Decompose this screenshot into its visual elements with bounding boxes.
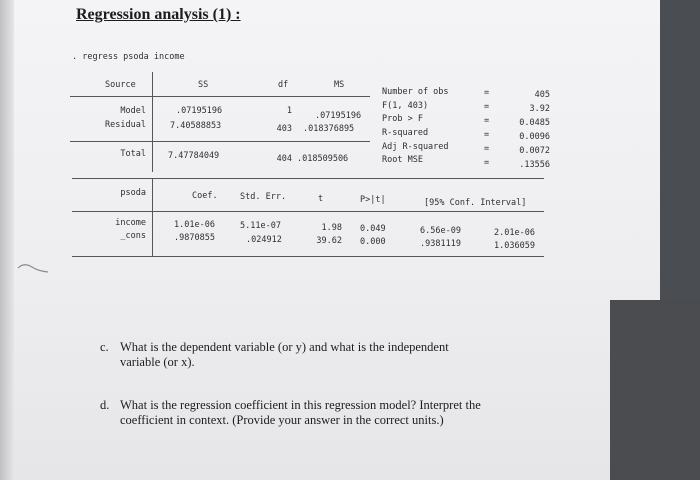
coef-bottom-rule	[72, 256, 544, 257]
stat-value-probf: 0.0485	[519, 118, 550, 128]
stata-command: . regress psoda income	[72, 52, 185, 62]
stat-value-rootmse: .13556	[519, 160, 550, 170]
coef-row-income-se: 5.11e-07	[240, 221, 281, 231]
stat-sep-adjrsq: =	[484, 144, 490, 154]
stat-value-f: 3.92	[529, 104, 550, 114]
coef-header-rule	[72, 211, 544, 212]
anova-divider	[152, 72, 153, 172]
coef-header-coef: Coef.	[192, 191, 218, 201]
coef-row-cons-ci-high: 1.036059	[494, 241, 535, 251]
stat-label-rsq: R-squared	[382, 128, 429, 138]
question-c	[100, 340, 449, 370]
coef-row-cons-var: _cons	[120, 231, 146, 241]
stat-value-rsq: 0.0096	[519, 132, 550, 142]
coef-row-income-ci-high: 2.01e-06	[494, 228, 535, 238]
page-edge-shadow	[0, 0, 14, 480]
anova-header-source: Source	[105, 80, 136, 90]
coef-row-income-var: income	[115, 218, 146, 228]
coef-row-income-ci-low: 6.56e-09	[420, 226, 461, 236]
coef-row-cons-t: 39.62	[316, 236, 342, 246]
anova-row-total-df: 404	[276, 154, 292, 164]
anova-row-model-ss: .07195196	[176, 106, 223, 116]
coef-header-p: P>|t|	[360, 195, 386, 205]
coef-header-ci: [95% Conf. Interval]	[424, 198, 527, 208]
anova-top-rule	[70, 96, 370, 97]
anova-row-model-source: Model	[120, 106, 146, 116]
anova-header-df: df	[278, 80, 289, 90]
stat-sep-probf: =	[484, 116, 490, 126]
stat-label-f: F(1, 403)	[382, 101, 429, 111]
stat-sep-f: =	[484, 102, 490, 112]
question-c-label: c.	[100, 340, 109, 354]
anova-row-residual-ss: 7.40588853	[170, 121, 222, 131]
stat-label-probf: Prob > F	[382, 114, 423, 124]
stat-value-adjrsq: 0.0072	[519, 146, 550, 156]
anova-row-model-ms: .07195196	[315, 111, 362, 121]
anova-row-residual-ms: .018376895	[303, 124, 355, 134]
stat-sep-rootmse: =	[484, 158, 490, 168]
anova-header-ms: MS	[334, 80, 345, 90]
coef-header-var: psoda	[120, 188, 146, 198]
question-d	[100, 398, 481, 428]
coef-row-income-coef: 1.01e-06	[174, 220, 215, 230]
question-d-label: d.	[100, 398, 110, 412]
pen-mark-icon	[14, 258, 54, 278]
page-title: Regression analysis (1) :	[76, 6, 241, 23]
background-surface	[610, 300, 700, 480]
coef-top-rule	[72, 178, 544, 179]
anova-total-rule	[70, 141, 370, 142]
anova-row-model-df: 1	[286, 106, 292, 116]
stat-sep-nobs: =	[484, 88, 490, 98]
coef-row-income-t: 1.98	[321, 223, 342, 233]
coef-row-cons-coef: .9870855	[174, 233, 215, 243]
anova-row-residual-source: Residual	[105, 120, 146, 130]
anova-row-residual-df: 403	[276, 124, 292, 134]
stat-label-rootmse: Root MSE	[382, 155, 423, 165]
question-c-line2: variable (or x).	[120, 355, 195, 369]
coef-header-se: Std. Err.	[240, 192, 287, 202]
question-c-line1: What is the dependent variable (or y) and what is the independent	[120, 340, 449, 354]
anova-row-total-ms: .018509506	[297, 154, 349, 164]
anova-header-ss: SS	[198, 80, 209, 90]
coef-row-cons-se: .024912	[246, 235, 282, 245]
coef-row-cons-ci-low: .9381119	[420, 239, 461, 249]
stat-label-nobs: Number of obs	[382, 87, 449, 97]
question-d-line2: coefficient in context. (Provide your answer in the correct units.)	[120, 413, 444, 427]
stat-value-nobs: 405	[534, 90, 550, 100]
stat-label-adjrsq: Adj R-squared	[382, 142, 449, 152]
coef-row-cons-p: 0.000	[360, 237, 386, 247]
coef-divider	[152, 178, 153, 256]
anova-row-total-source: Total	[120, 149, 146, 159]
anova-row-total-ss: 7.47784049	[168, 151, 220, 161]
stat-sep-rsq: =	[484, 130, 490, 140]
coef-row-income-p: 0.049	[360, 224, 386, 234]
coef-header-t: t	[318, 194, 324, 204]
question-d-line1: What is the regression coefficient in this regression model? Interpret the	[120, 398, 481, 412]
